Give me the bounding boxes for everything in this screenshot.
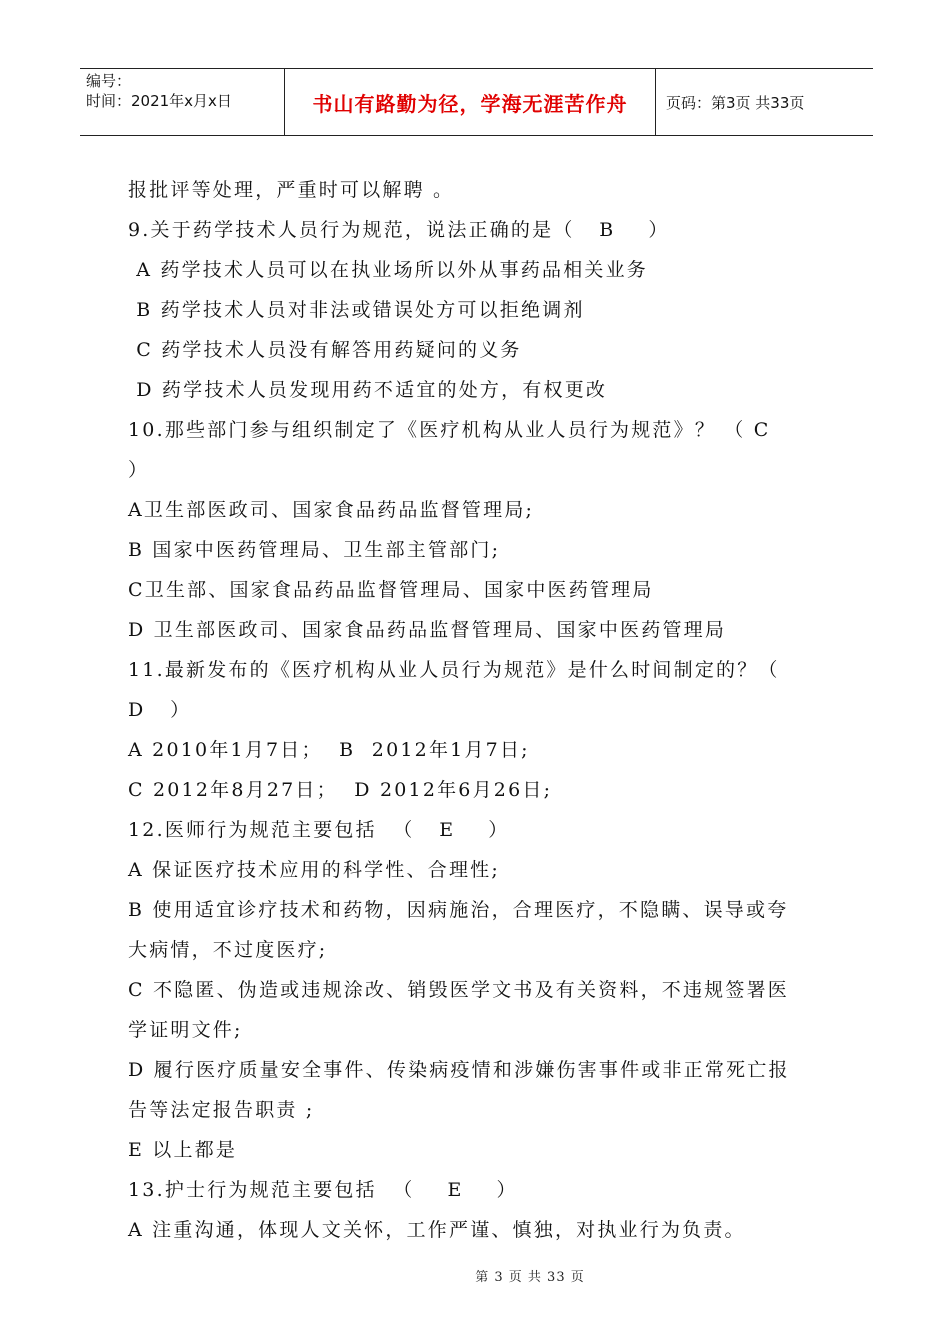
document-number-label: 编号：	[86, 72, 132, 90]
question-10: 10.那些部门参与组织制定了《医疗机构从业人员行为规范》？ （ C	[128, 419, 771, 441]
option-12c: C 不隐匿、伪造或违规涂改、销毁医学文书及有关资料，不违规签署医	[128, 979, 789, 1001]
option-9d: D 药学技术人员发现用药不适宜的处方，有权更改	[128, 379, 608, 401]
page-footer	[0, 1266, 950, 1285]
option-10c: C卫生部、国家食品药品监督管理局、国家中医药管理局	[128, 579, 654, 601]
header-meta	[80, 69, 284, 135]
question-10-cont: ）	[128, 459, 150, 481]
option-12d: D 履行医疗质量安全事件、传染病疫情和涉嫌伤害事件或非正常死亡报	[128, 1059, 790, 1081]
document-body	[128, 170, 840, 1250]
option-10d: D 卫生部医政司、国家食品药品监督管理局、国家中医药管理局	[128, 619, 727, 641]
option-12b: B 使用适宜诊疗技术和药物，因病施治，合理医疗，不隐瞒、误导或夸	[128, 899, 789, 921]
question-13: 13.护士行为规范主要包括 （ E ）	[128, 1179, 518, 1201]
body-line: 报批评等处理，严重时可以解聘 。	[128, 179, 455, 201]
option-12a: A 保证医疗技术应用的科学性、合理性;	[128, 859, 500, 881]
option-13a: A 注重沟通，体现人文关怀，工作严谨、慎独，对执业行为负责。	[128, 1219, 746, 1241]
question-11-cont: D ）	[128, 699, 192, 721]
question-9: 9.关于药学技术人员行为规范，说法正确的是（ B ）	[128, 219, 670, 241]
options-11cd: C 2012年8月27日； D 2012年6月26日;	[128, 779, 553, 801]
option-10a: A卫生部医政司、国家食品药品监督管理局;	[128, 499, 535, 521]
option-9b: B 药学技术人员对非法或错误处方可以拒绝调剂	[128, 299, 585, 321]
page-header	[80, 68, 873, 136]
header-page-info: 页码：第3页 共33页	[666, 93, 805, 112]
header-motto: 书山有路勤为径，学海无涯苦作舟	[284, 69, 656, 135]
option-12c-cont: 学证明文件;	[128, 1019, 243, 1041]
question-12: 12.医师行为规范主要包括 （ E ）	[128, 819, 510, 841]
option-9a: A 药学技术人员可以在执业场所以外从事药品相关业务	[128, 259, 649, 281]
option-9c: C 药学技术人员没有解答用药疑问的义务	[128, 339, 522, 361]
option-10b: B 国家中医药管理局、卫生部主管部门;	[128, 539, 501, 561]
footer-page-number: 第 3 页 共 33 页	[475, 1270, 585, 1285]
options-11ab: A 2010年1月7日； B 2012年1月7日;	[128, 739, 530, 761]
option-12b-cont: 大病情，不过度医疗;	[128, 939, 328, 961]
option-12e: E 以上都是	[128, 1139, 238, 1161]
option-12d-cont: 告等法定报告职责 ;	[128, 1099, 315, 1121]
question-11: 11.最新发布的《医疗机构从业人员行为规范》是什么时间制定的？（	[128, 659, 780, 681]
document-time-label: 时间：2021年x月x日	[86, 92, 232, 110]
